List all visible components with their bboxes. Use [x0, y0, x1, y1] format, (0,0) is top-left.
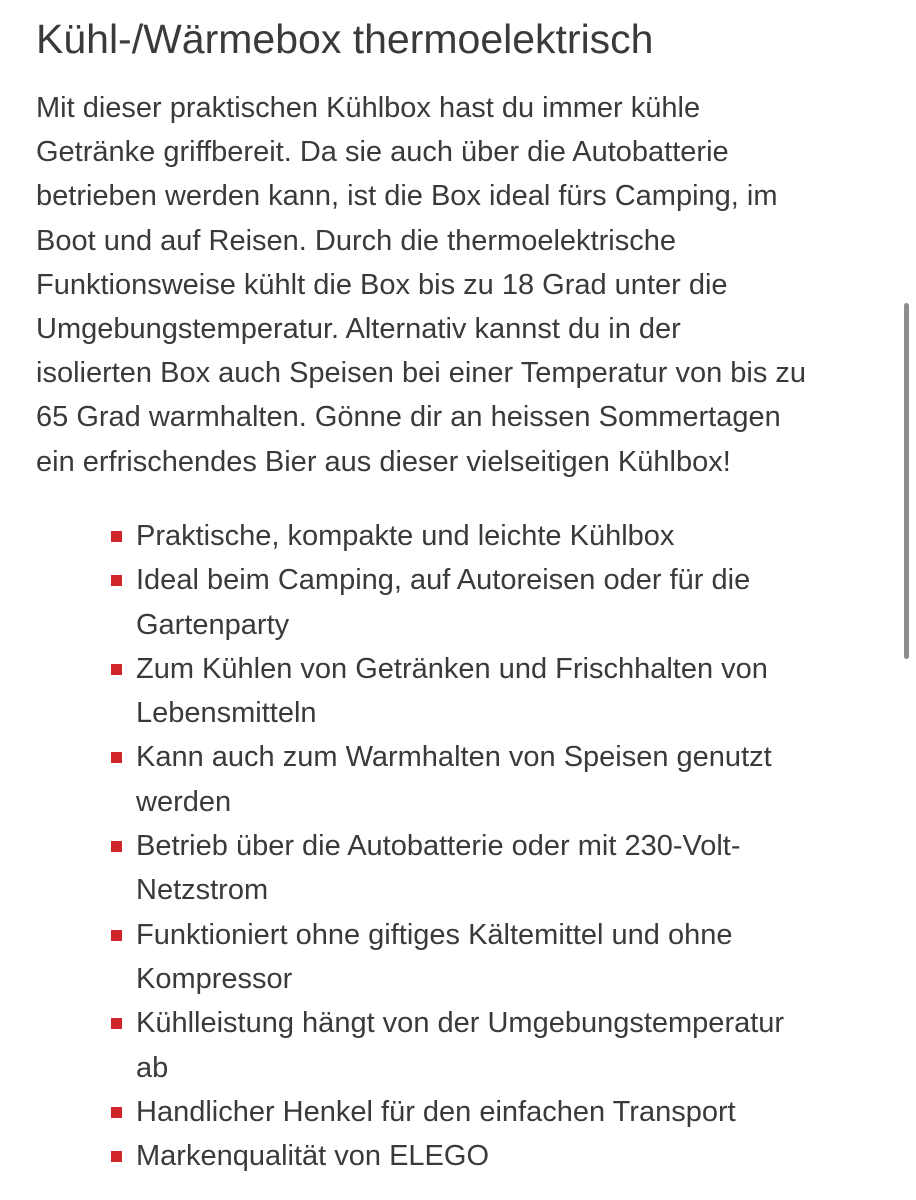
- feature-text: Markenqualität von ELEGO: [136, 1140, 490, 1173]
- feature-item: [0, 735, 916, 824]
- vertical-scrollbar[interactable]: [904, 303, 909, 659]
- feature-text: Ideal beim Camping, auf Autoreisen oder für die: [136, 564, 751, 597]
- feature-text: Kompressor: [136, 962, 293, 995]
- feature-item: [0, 514, 916, 558]
- product-title: Kühl-/Wärmebox thermoelektrisch: [36, 16, 654, 62]
- red-square-bullet-icon: [111, 752, 122, 763]
- feature-text: Gartenparty: [136, 608, 290, 641]
- description-line: betrieben werden kann, ist die Box ideal fürs Camping, im: [36, 180, 778, 213]
- feature-text: Lebensmitteln: [136, 697, 317, 730]
- feature-text: werden: [136, 785, 232, 818]
- feature-text: Funktioniert ohne giftiges Kältemittel und ohne: [136, 918, 733, 951]
- feature-text: Praktische, kompakte und leichte Kühlbox: [136, 520, 675, 552]
- feature-item: [0, 824, 916, 913]
- description-line: Funktionsweise kühlt die Box bis zu 18 Grad unter die: [36, 268, 728, 301]
- feature-item: [0, 558, 916, 647]
- description-line: Boot und auf Reisen. Durch die thermoelektrische: [36, 224, 676, 257]
- feature-text: ab: [136, 1051, 169, 1084]
- red-square-bullet-icon: [111, 930, 122, 941]
- feature-item: [0, 913, 916, 1002]
- feature-text: Kühlleistung hängt von der Umgebungstemperatur: [136, 1007, 785, 1040]
- description-line: isolierten Box auch Speisen bei einer Temperatur von bis zu: [36, 357, 807, 390]
- feature-text: Zum Kühlen von Getränken und Frischhalten von: [136, 652, 768, 685]
- red-square-bullet-icon: [111, 664, 122, 675]
- product-description: [36, 86, 896, 484]
- red-square-bullet-icon: [111, 531, 122, 542]
- description-line: 65 Grad warmhalten. Gönne dir an heissen Sommertagen: [36, 401, 781, 434]
- feature-text: Betrieb über die Autobatterie oder mit 230-Volt-: [136, 830, 741, 863]
- red-square-bullet-icon: [111, 1018, 122, 1029]
- description-line: Umgebungstemperatur. Alternativ kannst du in der: [36, 313, 681, 346]
- feature-text: Kann auch zum Warmhalten von Speisen genutzt: [136, 741, 772, 774]
- description-line: ein erfrischendes Bier aus dieser vielseitigen Kühlbox!: [36, 445, 731, 478]
- feature-item: [0, 647, 916, 736]
- feature-list: [0, 514, 916, 1178]
- red-square-bullet-icon: [111, 1107, 122, 1118]
- red-square-bullet-icon: [111, 841, 122, 852]
- description-line: Getränke griffbereit. Da sie auch über die Autobatterie: [36, 136, 729, 169]
- feature-text: Netzstrom: [136, 874, 269, 907]
- description-line: Mit dieser praktischen Kühlbox hast du immer kühle: [36, 92, 701, 124]
- feature-item: [0, 1001, 916, 1090]
- feature-item: [0, 1134, 916, 1178]
- red-square-bullet-icon: [111, 1151, 122, 1162]
- feature-item: [0, 1090, 916, 1134]
- red-square-bullet-icon: [111, 575, 122, 586]
- feature-text: Handlicher Henkel für den einfachen Transport: [136, 1095, 736, 1128]
